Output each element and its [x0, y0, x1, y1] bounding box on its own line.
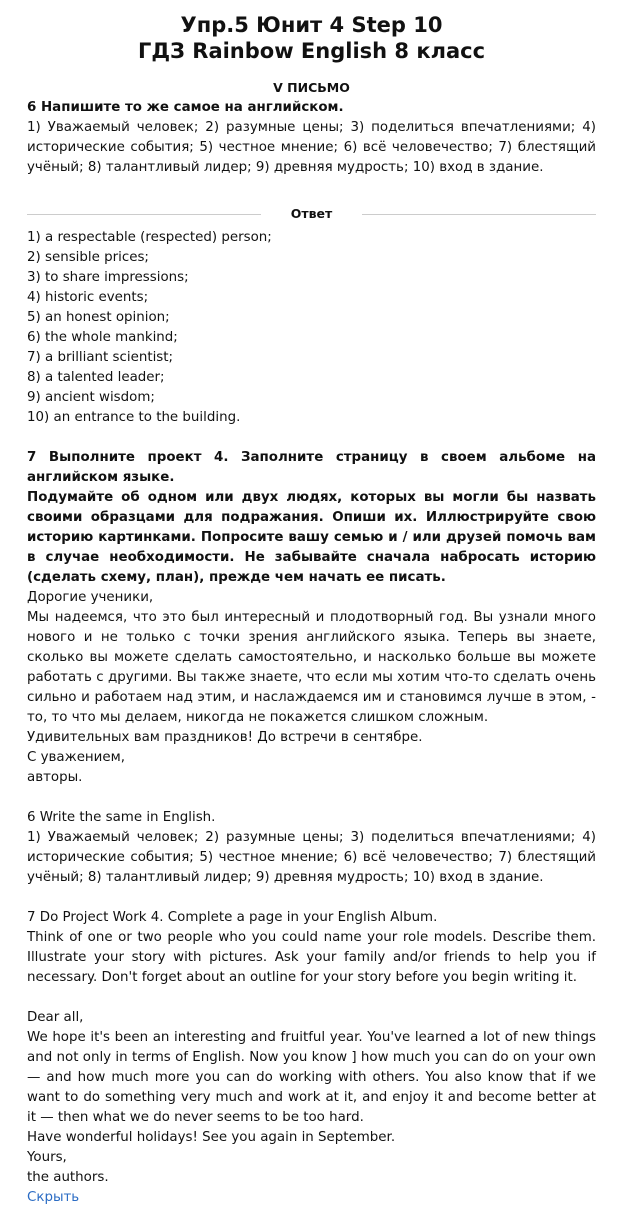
title-line-2: ГДЗ Rainbow English 8 класс — [137, 39, 486, 63]
answer-item: 2) sensible prices; — [27, 250, 149, 265]
section-heading: V ПИСЬМО — [273, 80, 350, 95]
english7-instruction: Think of one or two people who you could name your role models. Describe them. Illustrate your story with pictures. Ask your family and/or friends to help you if necessary. Don't forget about an outline for your story before you begin writing it. — [27, 930, 596, 985]
task7-wish: Удивительных вам праздников! До встречи в сентябре. — [27, 730, 423, 745]
answer-item: 5) an honest opinion; — [27, 310, 170, 325]
divider-rule-right — [362, 214, 596, 215]
task7-greeting: Дорогие ученики, — [27, 590, 154, 605]
hide-link[interactable]: Скрыть — [27, 1190, 80, 1205]
task7-body: Мы надеемся, что это был интересный и плодотворный год. Вы узнали много нового и не только с точки зрения английского языка. Теперь вы знаете, сколько вы можете сделать самостоятельно, и насколько больше вы можете работать с другими. Вы также знаете, что если мы хотим что-то сделать очень сильно и работаем над этим, и наслаждаемся им и становимся лучше в этом, - то, то что мы делаем, никогда не покажется слишком сложным. — [27, 610, 596, 725]
answer-item: 3) to share impressions; — [27, 270, 189, 285]
answer-list — [27, 228, 596, 428]
english7-heading: 7 Do Project Work 4. Complete a page in your English Album. — [27, 910, 438, 925]
english7-closing: Yours, — [27, 1150, 67, 1165]
answer-item: 8) a talented leader; — [27, 370, 165, 385]
content — [0, 78, 623, 1208]
spacer — [27, 788, 596, 808]
task6-heading: 6 Напишите то же самое на английском. — [27, 100, 344, 115]
english7-greeting: Dear all, — [27, 1010, 84, 1025]
task7-instruction: Подумайте об одном или двух людях, которых вы могли бы назвать своими образцами для подражания. Опиши их. Иллюстрируйте свою историю картинками. Попросите вашу семью и / или друзей помочь вам в случае необходимости. Не забывайте сначала набросать историю (сделать схему, план), прежде чем начать ее писать. — [27, 490, 596, 585]
answer-item: 4) historic events; — [27, 290, 149, 305]
page-title — [0, 0, 623, 64]
title-line-1: Упр.5 Юнит 4 Step 10 — [180, 13, 443, 37]
answer-item: 9) ancient wisdom; — [27, 390, 155, 405]
english7-signature: the authors. — [27, 1170, 109, 1185]
divider-rule-left — [27, 214, 261, 215]
answer-item: 10) an entrance to the building. — [27, 410, 241, 425]
spacer — [27, 428, 596, 448]
english7-body: We hope it's been an interesting and fruitful year. You've learned a lot of new things and not only in terms of English. Now you know ] how much you can do on your own — and how much more you can do working with others. You also know that if we want to do something very much and work at it, and enjoy it and become better at it — then what we do never seems to be too hard. — [27, 1030, 596, 1125]
answer-item: 6) the whole mankind; — [27, 330, 178, 345]
english6-heading: 6 Write the same in English. — [27, 810, 216, 825]
task6-text: 1) Уважаемый человек; 2) разумные цены; 3) поделиться впечатлениями; 4) исторические события; 5) честное мнение; 6) всё человечество; 7) блестящий учёный; 8) талантливый лидер; 9) древняя мудрость; 10) вход в здание. — [27, 120, 596, 175]
task7-closing: С уважением, — [27, 750, 125, 765]
answer-divider — [27, 204, 596, 224]
spacer — [27, 988, 596, 1008]
spacer — [27, 888, 596, 908]
answer-item: 7) a brilliant scientist; — [27, 350, 174, 365]
answer-label: Ответ — [290, 206, 333, 221]
english6-text: 1) Уважаемый человек; 2) разумные цены; 3) поделиться впечатлениями; 4) исторические события; 5) честное мнение; 6) всё человечество; 7) блестящий учёный; 8) талантливый лидер; 9) древняя мудрость; 10) вход в здание. — [27, 830, 596, 885]
answer-item: 1) a respectable (respected) person; — [27, 230, 272, 245]
task7-heading: 7 Выполните проект 4. Заполните страницу в своем альбоме на английском языке. — [27, 450, 596, 485]
task7-signature: авторы. — [27, 770, 83, 785]
english7-wish: Have wonderful holidays! See you again in September. — [27, 1130, 396, 1145]
